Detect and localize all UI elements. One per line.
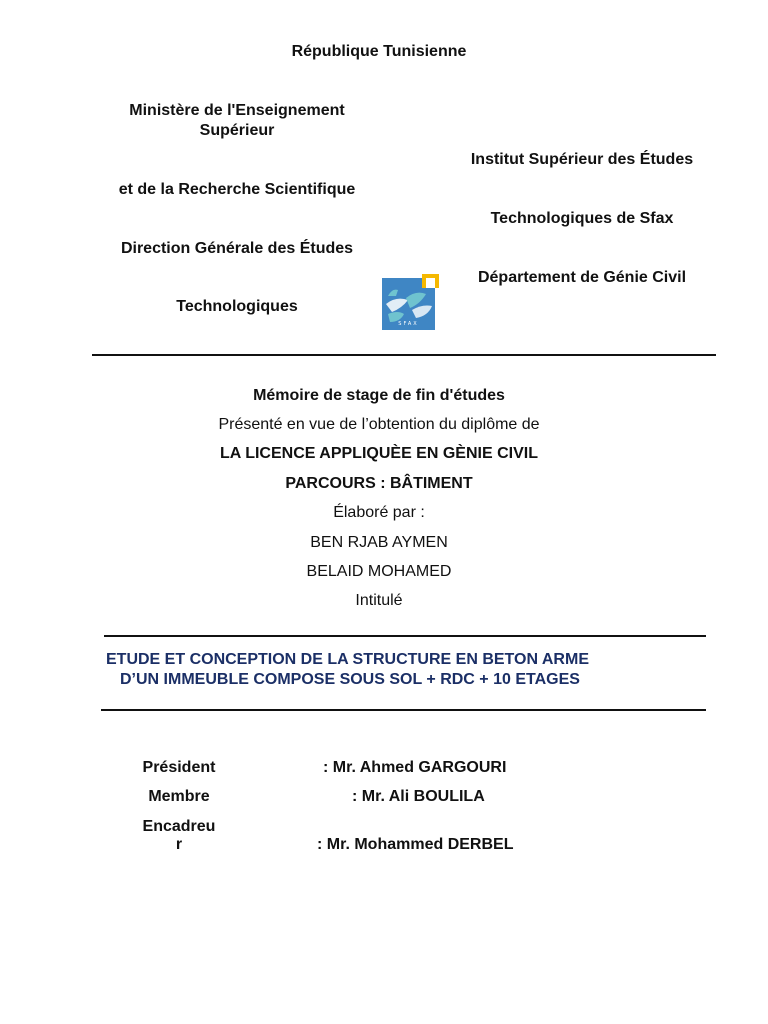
thesis-type: Mémoire de stage de fin d'études: [253, 387, 505, 404]
member-prefix: : Mr. Ali: [352, 788, 414, 805]
thesis-degree: LA LICENCE APPLIQUÈE EN GÈNIE CIVIL: [220, 445, 538, 462]
institute-line-2: Technologiques de Sfax: [490, 210, 674, 227]
supervisor-prefix: : Mr. Mohammed: [317, 836, 448, 853]
author-label: Élaboré par :: [333, 504, 425, 521]
direction-line-2: Technologiques: [176, 298, 298, 315]
president-prefix: : Mr. Ahmed: [323, 759, 419, 776]
header-divider: [92, 354, 716, 356]
supervisor-name: DERBEL: [447, 836, 514, 853]
title-label: Intitulé: [355, 592, 403, 609]
department-name: Département de Génie Civil: [477, 269, 687, 286]
iset-logo-icon: [382, 274, 439, 330]
country-name: République Tunisienne: [291, 43, 467, 60]
supervisor-value: [317, 835, 513, 855]
logo-text: SFAX: [398, 321, 419, 327]
member-value: [352, 787, 485, 807]
direction-line-1: Direction Générale des Études: [120, 240, 354, 257]
ministry-line-2: Supérieur: [199, 122, 275, 139]
member-label: Membre: [148, 788, 210, 805]
ministry-line-3: et de la Recherche Scientifique: [118, 181, 356, 198]
author-1: BEN RJAB AYMEN: [310, 534, 448, 551]
title-top-divider: [104, 635, 706, 637]
member-name: BOULILA: [413, 788, 485, 805]
thesis-title-line-1: ETUDE ET CONCEPTION DE LA STRUCTURE EN BETON ARME: [106, 651, 589, 668]
ministry-line-1: Ministère de l'Enseignement: [129, 102, 345, 119]
president-label: Président: [142, 759, 216, 776]
supervisor-label-line-1: Encadreu: [142, 818, 216, 835]
author-2: BELAID MOHAMED: [306, 563, 452, 580]
supervisor-label-line-2: r: [175, 836, 183, 853]
thesis-track: PARCOURS : BÂTIMENT: [285, 475, 473, 492]
president-name: GARGOURI: [418, 759, 507, 776]
president-value: [323, 758, 506, 778]
thesis-title-line-2: D’UN IMMEUBLE COMPOSE SOUS SOL + RDC + 10 ETAGES: [120, 671, 580, 688]
institute-line-1: Institut Supérieur des Études: [470, 151, 694, 168]
title-bottom-divider: [101, 709, 706, 711]
thesis-presented: Présenté en vue de l’obtention du diplôme de: [218, 416, 540, 433]
